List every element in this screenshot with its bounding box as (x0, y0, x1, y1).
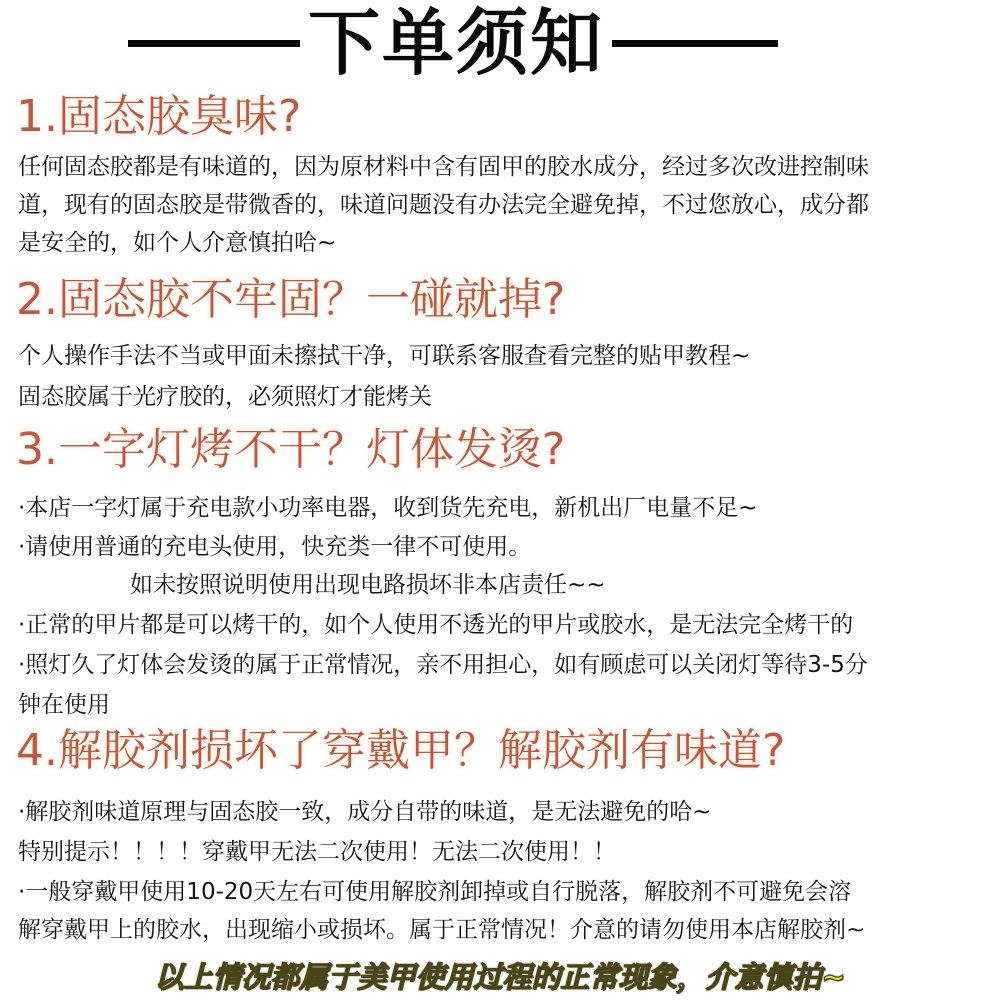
title-row (0, 0, 1000, 88)
section-3-line-5: ·照灯久了灯体会发烫的属于正常情况，亲不用担心，如有顾虑可以关闭灯等待3-5分 (18, 652, 868, 678)
section-3-line-1: ·本店一字灯属于充电款小功率电器，收到货先充电，新机出厂电量不足~ (18, 495, 758, 521)
section-3-heading: 3.一字灯烤不干？灯体发烫? (16, 424, 566, 475)
section-4-line-3: ·一般穿戴甲使用10-20天左右可使用解胶剂卸掉或自行脱落，解胶剂不可避免会溶 (18, 879, 852, 905)
section-1-line-1: 任何固态胶都是有味道的，因为原材料中含有固甲的胶水成分，经过多次改进控制味 (18, 154, 869, 180)
section-1-line-2: 道，现有的固态胶是带微香的，味道问题没有办法完全避免掉，不过您放心，成分都 (18, 192, 869, 218)
section-2-heading: 2.固态胶不牢固？一碰就掉? (16, 274, 566, 325)
section-4-heading: 4.解胶剂损坏了穿戴甲？解胶剂有味道? (16, 725, 786, 776)
footer-notice: 以上情况都属于美甲使用过程的正常现象，介意慎拍~ (154, 960, 846, 994)
section-3-line-2: ·请使用普通的充电头使用，快充类一律不可使用。 (18, 534, 532, 560)
section-4-line-4: 解穿戴甲上的胶水，出现缩小或损坏。属于正常情况！介意的请勿使用本店解胶剂~ (18, 917, 866, 943)
section-2-line-1: 个人操作手法不当或甲面未擦拭干净，可联系客服查看完整的贴甲教程~ (18, 343, 751, 369)
title-divider-left (128, 40, 300, 47)
section-3-line-4: ·正常的甲片都是可以烤干的，如个人使用不透光的甲片或胶水，是无法完全烤干的 (18, 612, 854, 638)
section-1-heading: 1.固态胶臭味? (16, 91, 302, 142)
section-2-line-2: 固态胶属于光疗胶的，必须照灯才能烤关 (18, 384, 432, 410)
page-title: 下单须知 (307, 1, 604, 85)
section-3-line-3: 如未按照说明使用出现电路损坏非本店责任~~ (130, 572, 606, 598)
section-4-line-2: 特别提示！！！！穿戴甲无法二次使用！无法二次使用！！ (18, 839, 616, 865)
section-3-line-6: 钟在使用 (18, 692, 110, 718)
section-4-line-1: ·解胶剂味道原理与固态胶一致，成分自带的味道，是无法避免的哈~ (18, 799, 712, 825)
title-divider-right (612, 40, 778, 47)
section-1-line-3: 是安全的，如个人介意慎拍哈~ (18, 230, 337, 256)
